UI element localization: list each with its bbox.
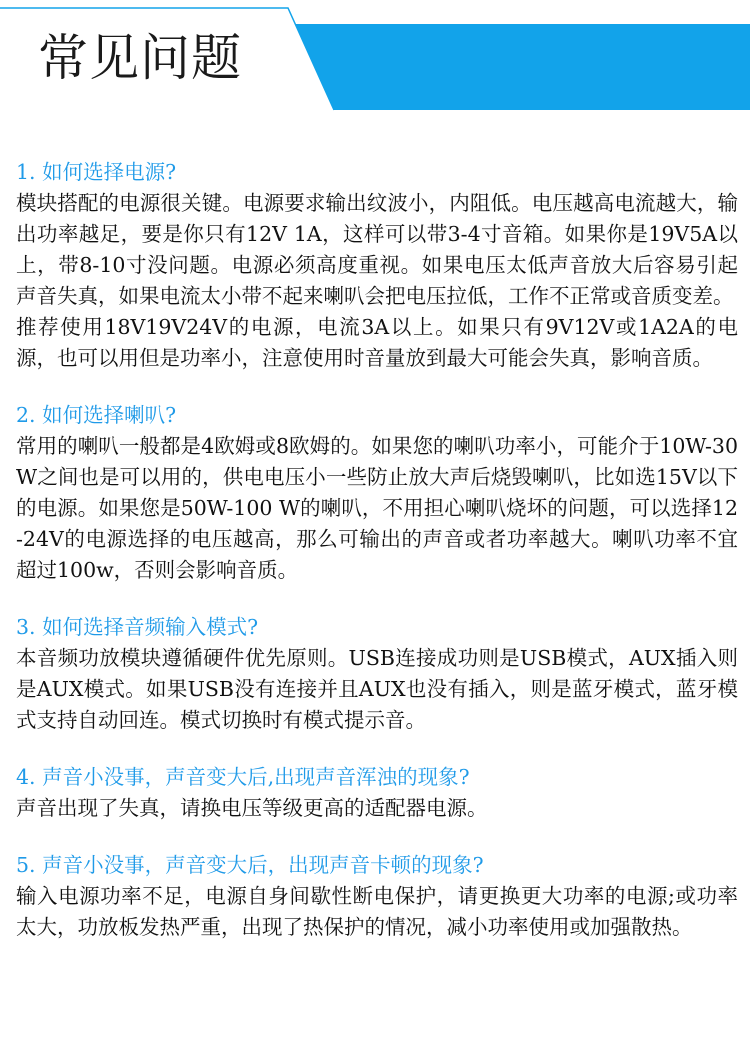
faq-answer-2: 常用的喇叭一般都是4欧姆或8欧姆的。如果您的喇叭功率小，可能介于10W-30W之间也是可以用的，供电电压小一些防止放大声后烧毁喇叭，比如选15V以下的电源。如果您是50W-100 W的喇叭，不用担心喇叭烧坏的问题，可以选择12-24V的电源选择的电压越高，那么可输出的声音或者功率越大。喇叭功率不宜超过100w，否则会影响音质。: [16, 434, 738, 582]
faq-section-4: [16, 762, 738, 824]
faq-question-3: 3. 如何选择音频输入模式?: [16, 615, 259, 639]
faq-question-1: 1. 如何选择电源?: [16, 160, 177, 184]
faq-section-3: [16, 612, 738, 736]
faq-section-1: [16, 157, 738, 374]
faq-question-5: 5. 声音小没事，声音变大后，出现声音卡顿的现象?: [16, 853, 484, 877]
faq-section-2: [16, 400, 738, 586]
faq-answer-1-paragraph-2: 推荐使用18V19V24V的电源，电流3A以上。如果只有9V12V或1A2A的电源，也可以用但是功率小，注意使用时音量放到最大可能会失真，影响音质。: [16, 315, 738, 370]
page-title: 常见问题: [38, 29, 242, 87]
faq-answer-1-paragraph-1: 模块搭配的电源很关键。电源要求输出纹波小，内阻低。电压越高电流越大，输出功率越足，要是你只有12V 1A，这样可以带3-4寸音箱。如果你是19V5A以上，带8-10寸没问题。电源必须高度重视。如果电压太低声音放大后容易引起声音失真，如果电流太小带不起来喇叭会把电压拉低，工作不正常或音质变差。: [16, 191, 738, 308]
faq-section-5: [16, 850, 738, 943]
faq-question-2: 2. 如何选择喇叭?: [16, 403, 177, 427]
faq-answer-3: 本音频功放模块遵循硬件优先原则。USB连接成功则是USB模式，AUX插入则是AUX模式。如果USB没有连接并且AUX也没有插入，则是蓝牙模式，蓝牙模式支持自动回连。模式切换时有模式提示音。: [16, 646, 738, 732]
header-banner: [0, 0, 750, 112]
faq-question-4: 4. 声音小没事，声音变大后,出现声音浑浊的现象?: [16, 765, 470, 789]
faq-content: [16, 157, 738, 969]
faq-answer-4: 声音出现了失真，请换电压等级更高的适配器电源。: [16, 796, 488, 820]
faq-answer-5: 输入电源功率不足，电源自身间歇性断电保护，请更换更大功率的电源;或功率太大，功放板发热严重，出现了热保护的情况，减小功率使用或加强散热。: [16, 884, 738, 939]
